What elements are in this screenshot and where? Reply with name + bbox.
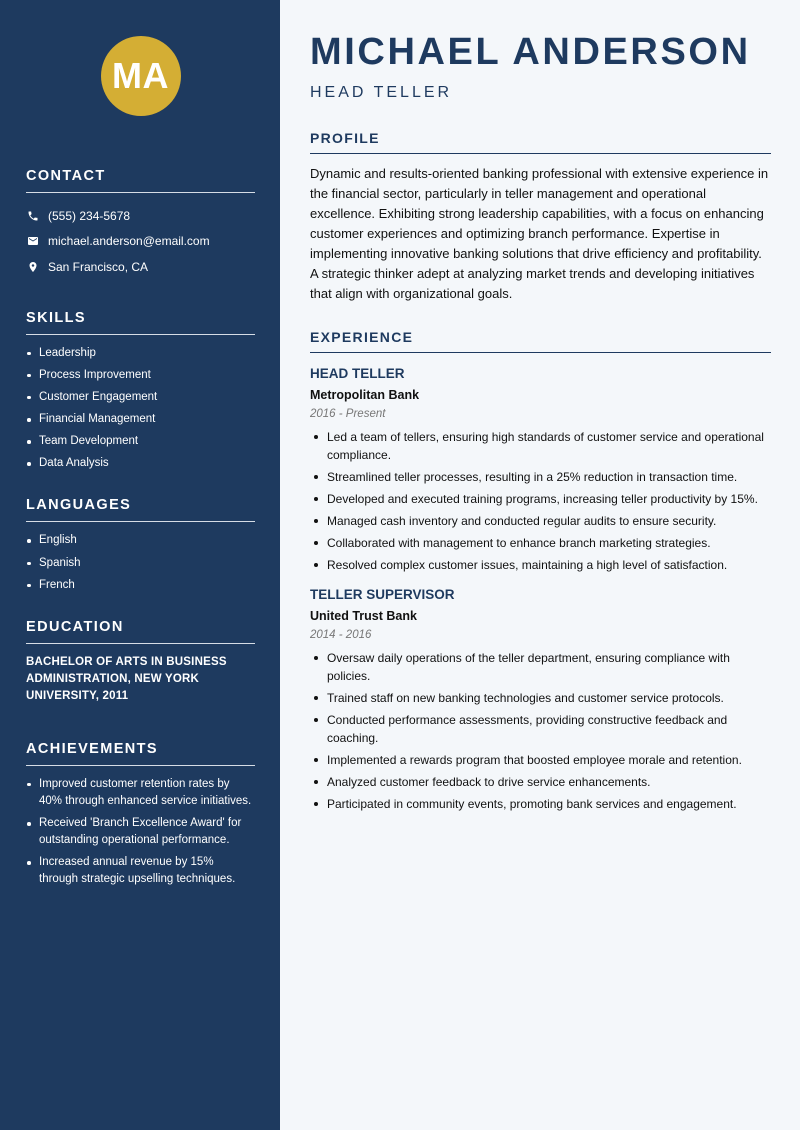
email-text[interactable]: michael.anderson@email.com	[48, 234, 210, 249]
list-item: Financial Management	[26, 411, 255, 428]
job-bullets	[310, 649, 771, 813]
skills-heading: SKILLS	[26, 310, 255, 335]
list-item: Received 'Branch Excellence Award' for outstanding operational performance.	[26, 815, 255, 849]
job-entry	[310, 587, 771, 813]
experience-heading: EXPERIENCE	[310, 329, 771, 353]
list-item: Increased annual revenue by 15% through strategic upselling techniques.	[26, 854, 255, 888]
achievements-list	[26, 776, 255, 888]
avatar	[101, 36, 181, 116]
list-item: Resolved complex customer issues, maintaining a high level of satisfaction.	[310, 556, 771, 574]
list-item: Trained staff on new banking technologies and customer service protocols.	[310, 689, 771, 707]
job-title: HEAD TELLER	[310, 366, 405, 381]
profile-heading: PROFILE	[310, 130, 771, 154]
location-pin-icon	[26, 260, 40, 274]
education-heading: EDUCATION	[26, 619, 255, 644]
contact-email	[26, 229, 255, 255]
job-title-header: HEAD TELLER	[310, 84, 453, 101]
list-item: Process Improvement	[26, 367, 255, 384]
list-item: Conducted performance assessments, providing constructive feedback and coaching.	[310, 711, 771, 747]
contact-location	[26, 254, 255, 280]
list-item: Leadership	[26, 345, 255, 362]
job-entry	[310, 366, 771, 574]
contact-heading: CONTACT	[26, 168, 255, 193]
list-item: Managed cash inventory and conducted regular audits to ensure security.	[310, 512, 771, 530]
contact-section	[26, 168, 255, 280]
achievements-heading: ACHIEVEMENTS	[26, 741, 255, 766]
list-item: Developed and executed training programs, increasing teller productivity by 15%.	[310, 490, 771, 508]
avatar-initials: MA	[112, 55, 169, 96]
list-item: Collaborated with management to enhance branch marketing strategies.	[310, 534, 771, 552]
list-item: French	[26, 577, 255, 594]
job-bullets	[310, 428, 771, 574]
education-section	[26, 619, 255, 705]
profile-section	[310, 130, 771, 304]
candidate-name: MICHAEL ANDERSON	[310, 31, 751, 73]
list-item: Participated in community events, promoting bank services and engagement.	[310, 795, 771, 813]
list-item: Customer Engagement	[26, 389, 255, 406]
contact-phone	[26, 203, 255, 229]
mail-icon	[26, 234, 40, 248]
list-item: Streamlined teller processes, resulting in a 25% reduction in transaction time.	[310, 468, 771, 486]
location-text: San Francisco, CA	[48, 259, 149, 274]
languages-heading: LANGUAGES	[26, 497, 255, 522]
profile-text: Dynamic and results-oriented banking professional with extensive experience in the financial sector, particularly in teller management and operational excellence. Exhibiting strong leadership capabilities, with a focus on enhancing customer experiences and optimizing branch performance. Expertise in implementing innovative banking solutions that drive efficiency and profitability. A strategic thinker adept at analyzing market trends and developing initiatives that align with organizational goals.	[310, 166, 769, 301]
list-item: Led a team of tellers, ensuring high standards of customer service and operational compliance.	[310, 428, 771, 464]
achievements-section	[26, 741, 255, 888]
job-title: TELLER SUPERVISOR	[310, 587, 455, 602]
list-item: Spanish	[26, 555, 255, 572]
skills-section	[26, 310, 255, 473]
list-item: Oversaw daily operations of the teller department, ensuring compliance with policies.	[310, 649, 771, 685]
main-content	[280, 0, 800, 1130]
phone-text[interactable]: (555) 234-5678	[48, 208, 131, 223]
experience-section	[310, 329, 771, 813]
job-company: Metropolitan Bank	[310, 388, 420, 402]
list-item: Team Development	[26, 433, 255, 450]
languages-list	[26, 532, 255, 593]
sidebar	[0, 0, 280, 1130]
job-dates: 2016 - Present	[310, 408, 386, 420]
list-item: Improved customer retention rates by 40% through enhanced service initiatives.	[26, 776, 255, 810]
skills-list	[26, 345, 255, 473]
list-item: English	[26, 532, 255, 549]
languages-section	[26, 497, 255, 593]
list-item: Implemented a rewards program that boosted employee morale and retention.	[310, 751, 771, 769]
education-degree: BACHELOR OF ARTS IN BUSINESS ADMINISTRATION, NEW YORK UNIVERSITY, 2011	[26, 655, 227, 702]
job-dates: 2014 - 2016	[310, 629, 372, 641]
list-item: Analyzed customer feedback to drive service enhancements.	[310, 773, 771, 791]
job-company: United Trust Bank	[310, 609, 417, 623]
list-item: Data Analysis	[26, 455, 255, 472]
phone-icon	[26, 209, 40, 223]
